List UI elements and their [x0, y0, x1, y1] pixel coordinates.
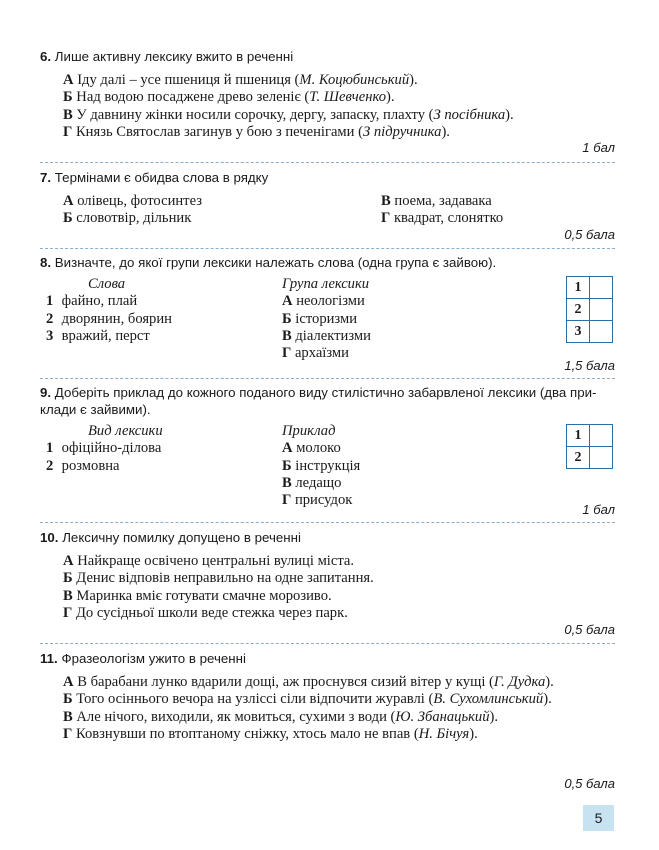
option-a[interactable]: А Іду далі – усе пшениця й пшениця (М. Коцюбинський). [63, 72, 418, 88]
score: 1 бал [582, 140, 615, 155]
question-10-prompt: 10. Лексичну помилку допущено в реченні [40, 530, 301, 545]
score: 1,5 бала [564, 358, 615, 373]
option-v[interactable]: В ледащо [282, 474, 342, 491]
option-b[interactable]: Б Того осіннього вечора на узліссі сіли відпочити журавлі (В. Сухомлинський). [63, 691, 552, 708]
answer-grid-q9 [566, 424, 613, 469]
question-10 [40, 529, 615, 637]
option-a[interactable]: А олівець, фотосинтез [63, 193, 202, 209]
option-b[interactable]: Б словотвір, дільник [63, 210, 192, 227]
question-6 [40, 48, 615, 155]
question-6-prompt: 6. Лише активну лексику вжито в реченні [40, 49, 294, 64]
question-7-options [40, 193, 615, 228]
score: 1 бал [582, 502, 615, 517]
option-g[interactable]: Г До сусідньої школи веде стежка через парк. [63, 604, 348, 621]
grid-row-label: 2 [567, 447, 590, 469]
option-b[interactable]: Б Денис відповів неправильно на одне запитання. [63, 570, 374, 587]
option-v[interactable]: В поема, задавака [381, 193, 492, 209]
option-g[interactable]: Г архаїзми [282, 345, 349, 362]
word-item-1: 1 файно, плай [46, 293, 138, 310]
answer-cell[interactable] [590, 425, 613, 447]
question-8-columns [40, 276, 615, 362]
option-g[interactable]: Г Ковзнувши по втоптаному сніжку, хтось мало не впав (Н. Бічуя). [63, 725, 478, 742]
question-9-prompt: 9. Доберіть приклад до кожного поданого виду стилістично забарвленої лексики (два при- клади є зайвими). [40, 385, 597, 417]
option-a[interactable]: А неологізми [282, 293, 365, 310]
separator [40, 643, 615, 644]
option-a[interactable]: А Найкраще освічено центральні вулиці міста. [63, 553, 355, 569]
column-header-type: Вид лексики [88, 423, 163, 439]
option-v[interactable]: В Але нічого, виходили, як мовиться, сухими з води (Ю. Збанацький). [63, 708, 499, 725]
separator [40, 248, 615, 249]
score: 0,5 бала [564, 227, 615, 242]
answer-cell[interactable] [590, 299, 613, 321]
answer-grid-q8 [566, 276, 613, 343]
answer-cell[interactable] [590, 447, 613, 469]
separator [40, 162, 615, 163]
question-8 [40, 254, 615, 373]
column-header-example: Приклад [282, 423, 336, 439]
question-11-prompt: 11. Фразеологізм ужито в реченні [40, 651, 246, 666]
score: 0,5 бала [564, 776, 615, 791]
separator [40, 522, 615, 523]
question-10-options [40, 553, 615, 622]
column-header-words: Слова [88, 276, 126, 292]
option-a[interactable]: А молоко [282, 440, 341, 457]
answer-cell[interactable] [590, 277, 613, 299]
option-v[interactable]: В У давнину жінки носили сорочку, дергу, запаску, плахту (З посібника). [63, 106, 514, 123]
grid-row-label: 3 [567, 321, 590, 343]
score: 0,5 бала [564, 622, 615, 637]
option-v[interactable]: В діалектизми [282, 327, 371, 344]
question-7 [40, 169, 615, 242]
option-b[interactable]: Б Над водою посаджене древо зеленіє (Т. Шевченко). [63, 89, 395, 106]
question-6-options [40, 72, 615, 141]
grid-row-label: 1 [567, 277, 590, 299]
question-9 [40, 384, 615, 517]
answer-cell[interactable] [590, 321, 613, 343]
question-8-prompt: 8. Визначте, до якої групи лексики належать слова (одна група є зайвою). [40, 255, 497, 270]
option-g[interactable]: Г Князь Святослав загинув у бою з печенігами (З підручника). [63, 123, 450, 140]
option-g[interactable]: Г присудок [282, 492, 353, 509]
question-11-options [40, 674, 615, 743]
column-header-group: Група лексики [282, 276, 370, 292]
question-9-columns [40, 423, 615, 509]
page-number: 5 [583, 805, 614, 831]
grid-row-label: 2 [567, 299, 590, 321]
option-v[interactable]: В Маринка вміє готувати смачне морозиво. [63, 587, 332, 604]
option-b[interactable]: Б інструкція [282, 457, 361, 474]
word-item-2: 2 дворянин, боярин [46, 310, 172, 327]
type-item-2: 2 розмовна [46, 457, 120, 474]
separator [40, 378, 615, 379]
grid-row-label: 1 [567, 425, 590, 447]
option-g[interactable]: Г квадрат, слонятко [381, 210, 504, 227]
type-item-1: 1 офіційно-ділова [46, 440, 162, 457]
question-11 [40, 650, 615, 791]
question-7-prompt: 7. Термінами є обидва слова в рядку [40, 170, 269, 185]
option-b[interactable]: Б історизми [282, 310, 358, 327]
word-item-3: 3 вражий, перст [46, 327, 150, 344]
option-a[interactable]: А В барабани лунко вдарили дощі, аж проснувся сизий вітер у кущі (Г. Дудка). [63, 674, 554, 690]
